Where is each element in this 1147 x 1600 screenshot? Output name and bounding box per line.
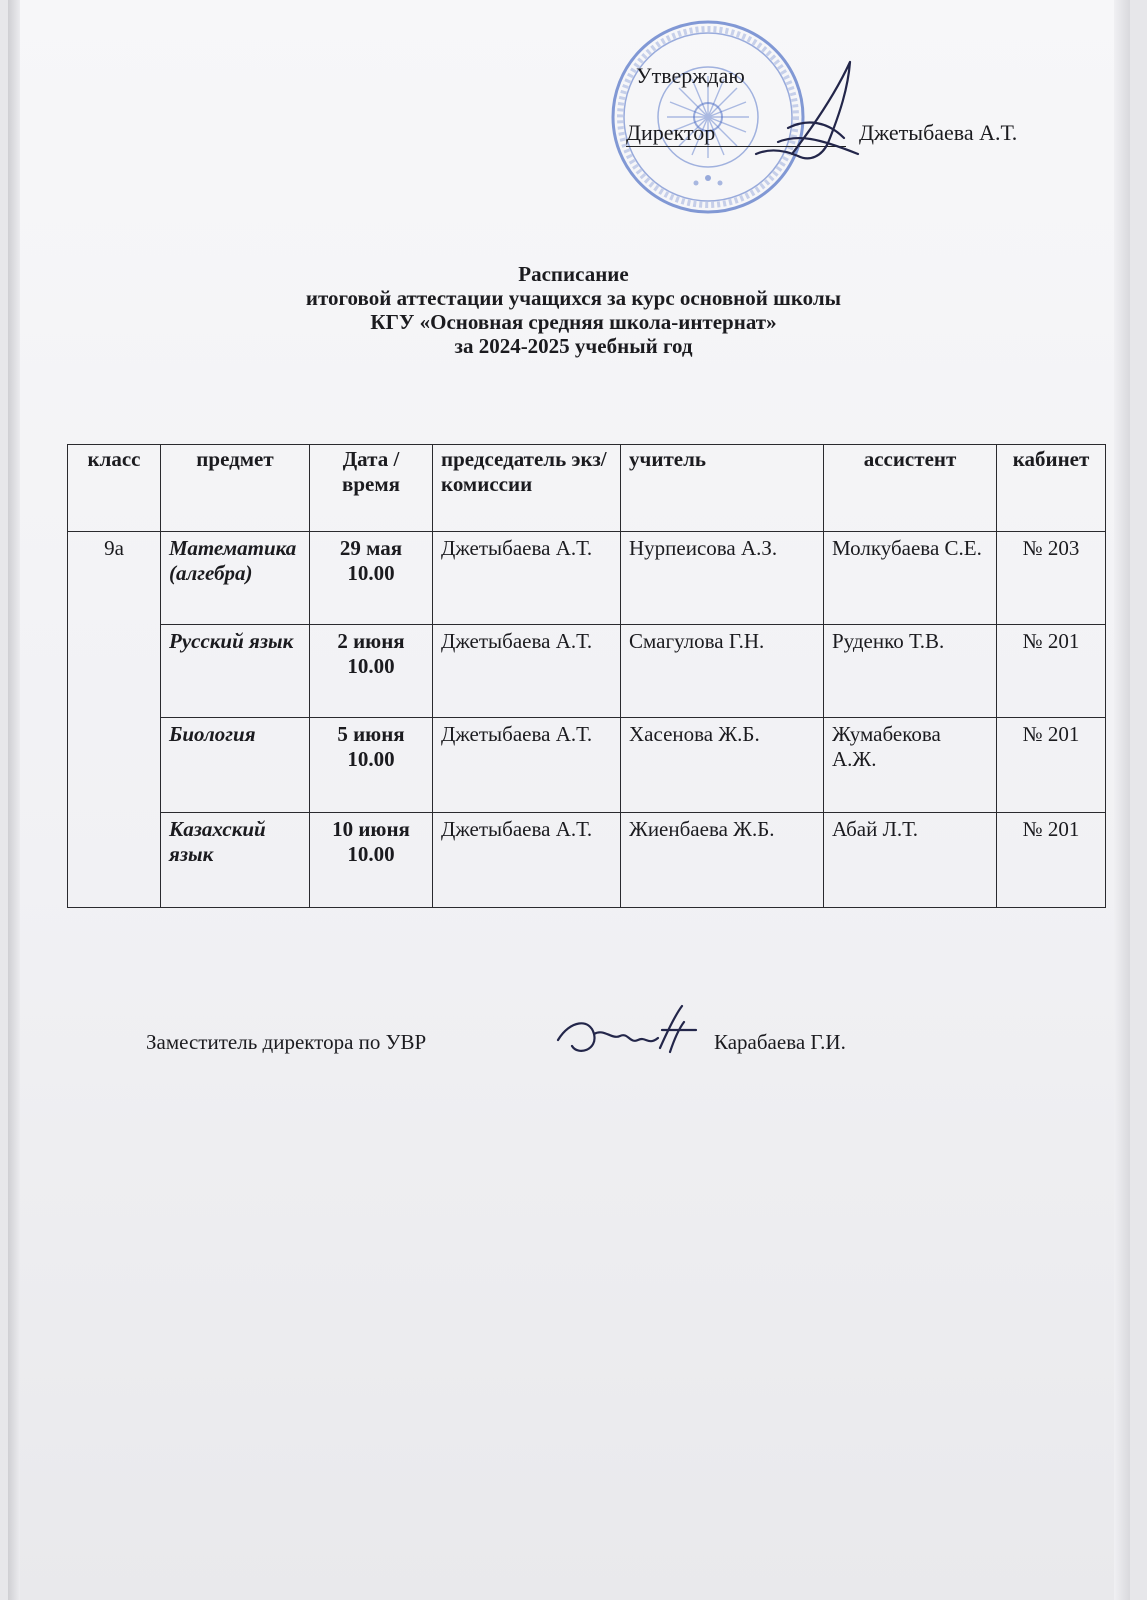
teacher-cell: Жиенбаева Ж.Б. [621,813,824,908]
time-value: 10.00 [347,747,395,771]
date-cell [310,625,433,718]
table-row [68,532,1106,625]
assistant-cell: Руденко Т.В. [824,625,997,718]
header-teacher: учитель [621,445,824,532]
header-room: кабинет [997,445,1106,532]
room-cell: № 201 [997,813,1106,908]
header-date: Дата /время [310,445,433,532]
header-class: класс [68,445,161,532]
subject-cell: Биология [161,718,310,813]
subject-cell: Русский язык [161,625,310,718]
header-subject: предмет [161,445,310,532]
paper-left-edge [8,0,20,1600]
date-cell [310,532,433,625]
chair-cell: Джетыбаева А.Т. [433,625,621,718]
director-signature [748,58,868,168]
date-cell [310,718,433,813]
class-cell: 9а [68,532,161,908]
time-value: 10.00 [347,842,395,866]
teacher-cell: Нурпеисова А.З. [621,532,824,625]
table-header-row [68,445,1106,532]
date-value: 2 июня [337,629,405,653]
table-row [68,813,1106,908]
header-assistant: ассистент [824,445,997,532]
subject-cell: Математика (алгебра) [161,532,310,625]
table-row [68,625,1106,718]
date-value: 5 июня [337,722,405,746]
title-line-1: Расписание [518,262,629,286]
paper-right-edge [1114,0,1130,1600]
date-value: 29 мая [339,536,403,560]
chair-cell: Джетыбаева А.Т. [433,532,621,625]
deputy-name: Карабаева Г.И. [714,1030,846,1054]
approve-label: Утверждаю [636,63,745,88]
subject-cell: Казахский язык [161,813,310,908]
header-chair: председатель экз/комиссии [433,445,621,532]
teacher-cell: Смагулова Г.Н. [621,625,824,718]
assistant-cell: Жумабекова А.Ж. [824,718,997,813]
title-line-3: КГУ «Основная средняя школа-интернат» [370,310,777,334]
date-value: 10 июня [332,817,410,841]
document-title [0,262,1147,358]
room-cell: № 201 [997,625,1106,718]
director-label: Директор [626,120,846,147]
exam-schedule-table [67,444,1106,908]
deputy-signature [550,1000,700,1072]
title-line-4: за 2024-2025 учебный год [454,334,693,358]
time-value: 10.00 [347,654,395,678]
time-value: 10.00 [347,561,395,585]
chair-cell: Джетыбаева А.Т. [433,813,621,908]
deputy-label: Заместитель директора по УВР [146,1030,427,1054]
room-cell: № 201 [997,718,1106,813]
assistant-cell: Абай Л.Т. [824,813,997,908]
assistant-cell: Молкубаева С.Е. [824,532,997,625]
title-line-2: итоговой аттестации учащихся за курс основной школы [305,286,842,310]
teacher-cell: Хасенова Ж.Б. [621,718,824,813]
room-cell: № 203 [997,532,1106,625]
table-row [68,718,1106,813]
chair-cell: Джетыбаева А.Т. [433,718,621,813]
director-name: Джетыбаева А.Т. [859,120,1018,145]
date-cell [310,813,433,908]
